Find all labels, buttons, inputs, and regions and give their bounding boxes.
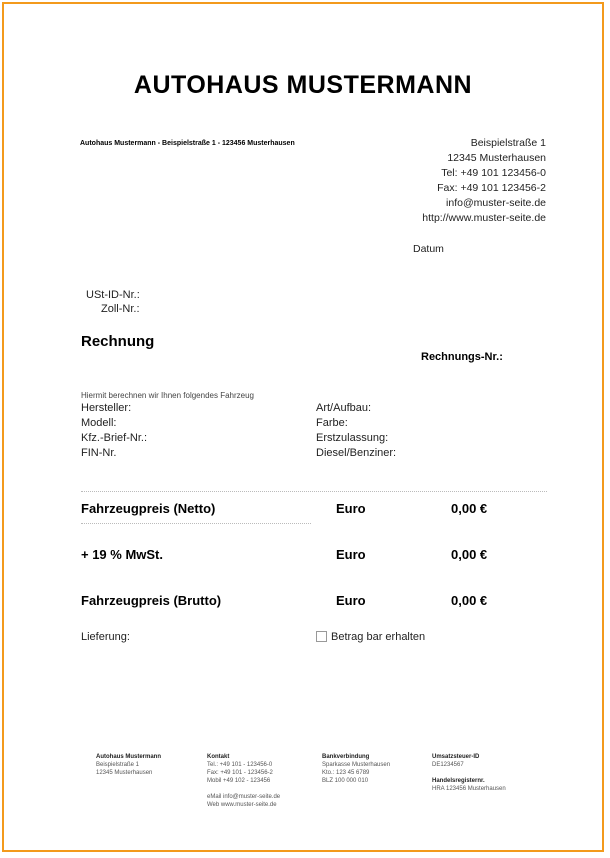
footer-contact — [207, 753, 280, 809]
cash-received-label: Betrag bar erhalten — [331, 631, 426, 643]
footer-company-city: 12345 Musterhausen — [96, 770, 153, 776]
zoll-nr-label: Zoll-Nr.: — [101, 303, 140, 315]
intro-text: Hiermit berechnen wir Ihnen folgendes Fahrzeug — [81, 391, 254, 400]
contact-phone: Tel: +49 101 123456-0 — [441, 167, 546, 179]
hersteller-label: Hersteller: — [81, 402, 132, 414]
amount-brutto: 0,00 € — [451, 593, 488, 608]
footer-contact-fax: Fax: +49 101 - 123456-2 — [207, 770, 273, 776]
footer-bank-name: Sparkasse Musterhausen — [322, 762, 391, 768]
footer-register-number: HRA 123456 Musterhausen — [432, 786, 506, 792]
footer-company-title: Autohaus Mustermann — [96, 754, 162, 760]
footer-contact-tel: Tel.: +49 101 - 123456-0 — [207, 762, 273, 768]
contact-email: info@muster-seite.de — [446, 197, 546, 209]
footer-tax — [432, 753, 506, 793]
contact-website: http://www.muster-seite.de — [422, 212, 546, 224]
footer-bank-blz: BLZ 100 000 010 — [322, 778, 369, 784]
footer-register-title: Handelsregisternr. — [432, 778, 485, 784]
lieferung-label: Lieferung: — [81, 631, 130, 643]
invoice-number-label: Rechnungs-Nr.: — [421, 351, 503, 363]
datum-label: Datum — [413, 243, 444, 255]
fin-label: FIN-Nr. — [81, 447, 117, 459]
price-label-mwst: + 19 % MwSt. — [81, 547, 163, 562]
divider-top — [81, 491, 547, 492]
footer-vat-id: DE1234567 — [432, 762, 464, 768]
contact-city: 12345 Musterhausen — [447, 152, 546, 164]
footer-bank-title: Bankverbindung — [322, 754, 370, 760]
art-aufbau-label: Art/Aufbau: — [316, 402, 372, 414]
footer-vat-title: Umsatzsteuer-ID — [432, 754, 480, 760]
kraftstoff-label: Diesel/Benziner: — [316, 447, 397, 459]
footer-contact-web: Web www.muster-seite.de — [207, 802, 277, 808]
contact-street: Beispielstraße 1 — [470, 137, 546, 149]
footer-bank-account: Kto.: 123 45 6789 — [322, 770, 370, 776]
amount-mwst: 0,00 € — [451, 547, 488, 562]
company-title: AUTOHAUS MUSTERMANN — [133, 71, 473, 99]
sender-line: Autohaus Mustermann - Beispielstraße 1 - 123456 Musterhausen — [80, 140, 295, 147]
price-label-netto: Fahrzeugpreis (Netto) — [81, 501, 216, 516]
erstzulassung-label: Erstzulassung: — [316, 432, 389, 444]
currency-mwst: Euro — [336, 547, 366, 562]
price-label-brutto: Fahrzeugpreis (Brutto) — [81, 593, 222, 608]
currency-brutto: Euro — [336, 593, 366, 608]
cash-received-checkbox[interactable] — [316, 631, 327, 642]
modell-label: Modell: — [81, 417, 117, 429]
footer-contact-email: eMail info@muster-seite.de — [207, 794, 281, 800]
contact-fax: Fax: +49 101 123456-2 — [437, 182, 546, 194]
farbe-label: Farbe: — [316, 417, 348, 429]
currency-netto: Euro — [336, 501, 366, 516]
kfz-brief-label: Kfz.-Brief-Nr.: — [81, 432, 148, 444]
invoice-heading: Rechnung — [81, 333, 155, 350]
amount-netto: 0,00 € — [451, 501, 488, 516]
footer-company — [96, 753, 161, 777]
ust-id-label: USt-ID-Nr.: — [86, 289, 140, 301]
footer-company-street: Beispielstraße 1 — [96, 762, 140, 768]
footer-contact-mobile: Mobil +49 102 - 123456 — [207, 778, 271, 784]
divider-netto — [81, 523, 311, 524]
footer-contact-title: Kontakt — [207, 754, 230, 760]
footer-bank — [322, 753, 390, 785]
